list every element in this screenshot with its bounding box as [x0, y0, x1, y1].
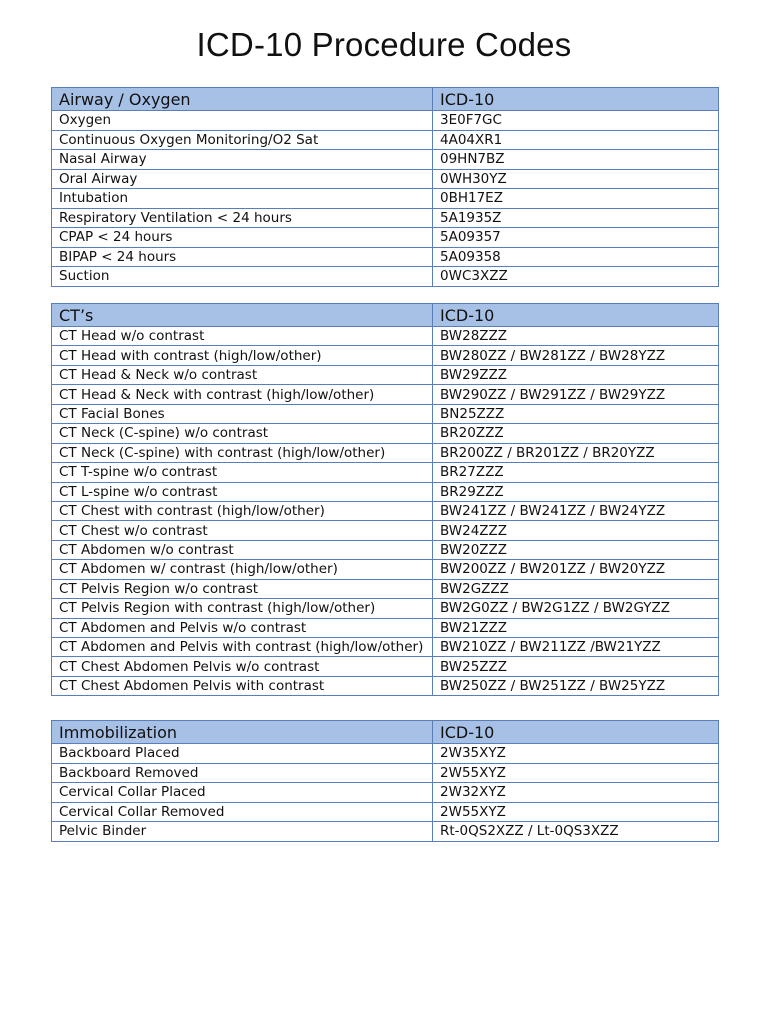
table-row: [52, 111, 719, 131]
procedure-cell: CT Abdomen and Pelvis w/o contrast: [52, 618, 433, 637]
procedure-cell: CT Neck (C-spine) with contrast (high/low/other): [52, 443, 433, 462]
procedure-cell: CT Head w/o contrast: [52, 327, 433, 346]
section-header: Airway / Oxygen: [52, 88, 433, 111]
procedure-cell: CT Head with contrast (high/low/other): [52, 346, 433, 365]
table-row: [52, 385, 719, 404]
table-row: [52, 189, 719, 209]
table-row: [52, 228, 719, 248]
table-row: [52, 150, 719, 170]
procedure-cell: Oral Airway: [52, 169, 433, 189]
procedure-cell: CT Chest Abdomen Pelvis w/o contrast: [52, 657, 433, 676]
table-row: [52, 463, 719, 482]
table-row: [52, 676, 719, 695]
icd10-code-cell: BW290ZZ / BW291ZZ / BW29YZZ: [433, 385, 719, 404]
table-row: [52, 169, 719, 189]
icd10-code-cell: BW2G0ZZ / BW2G1ZZ / BW2GYZZ: [433, 599, 719, 618]
icd10-code-cell: BW29ZZZ: [433, 365, 719, 384]
icd10-code-cell: 2W32XYZ: [433, 783, 719, 803]
table-row: [52, 208, 719, 228]
table-header-row: [52, 721, 719, 744]
procedure-cell: CT Neck (C-spine) w/o contrast: [52, 424, 433, 443]
table-row: [52, 346, 719, 365]
table-row: [52, 783, 719, 803]
icd10-code-cell: 5A1935Z: [433, 208, 719, 228]
section-header: CT’s: [52, 304, 433, 327]
icd10-code-cell: BW210ZZ / BW211ZZ /BW21YZZ: [433, 638, 719, 657]
icd10-code-cell: 5A09358: [433, 247, 719, 267]
procedure-cell: CT Head & Neck w/o contrast: [52, 365, 433, 384]
icd10-code-cell: BR29ZZZ: [433, 482, 719, 501]
procedure-cell: Backboard Removed: [52, 763, 433, 783]
icd10-code-cell: 0BH17EZ: [433, 189, 719, 209]
icd10-code-cell: 5A09357: [433, 228, 719, 248]
section-header: Immobilization: [52, 721, 433, 744]
icd10-code-cell: BW200ZZ / BW201ZZ / BW20YZZ: [433, 560, 719, 579]
icd10-code-cell: BR20ZZZ: [433, 424, 719, 443]
table-row: [52, 638, 719, 657]
icd10-code-cell: Rt-0QS2XZZ / Lt-0QS3XZZ: [433, 822, 719, 842]
procedure-cell: CT Chest with contrast (high/low/other): [52, 501, 433, 520]
table-row: [52, 404, 719, 423]
icd10-code-cell: 09HN7BZ: [433, 150, 719, 170]
page-title: ICD-10 Procedure Codes: [196, 26, 572, 63]
table-row: [52, 267, 719, 287]
procedure-cell: Oxygen: [52, 111, 433, 131]
procedure-cell: CT L-spine w/o contrast: [52, 482, 433, 501]
icd10-code-cell: 0WH30YZ: [433, 169, 719, 189]
procedure-cell: Backboard Placed: [52, 744, 433, 764]
icd10-code-cell: BW28ZZZ: [433, 327, 719, 346]
table-row: [52, 822, 719, 842]
procedure-cell: Cervical Collar Placed: [52, 783, 433, 803]
icd10-code-cell: 2W55XYZ: [433, 802, 719, 822]
icd10-code-cell: BW21ZZZ: [433, 618, 719, 637]
icd10-code-cell: 2W55XYZ: [433, 763, 719, 783]
table-row: [52, 540, 719, 559]
table-row: [52, 802, 719, 822]
code-column-header: ICD-10: [433, 721, 719, 744]
table-row: [52, 130, 719, 150]
airway-oxygen-table: [51, 87, 719, 287]
table-row: [52, 443, 719, 462]
code-column-header: ICD-10: [433, 88, 719, 111]
table-row: [52, 763, 719, 783]
icd10-code-cell: BN25ZZZ: [433, 404, 719, 423]
icd10-code-cell: BW24ZZZ: [433, 521, 719, 540]
table-header-row: [52, 304, 719, 327]
procedure-cell: BIPAP < 24 hours: [52, 247, 433, 267]
icd10-code-cell: 3E0F7GC: [433, 111, 719, 131]
table-row: [52, 482, 719, 501]
icd10-code-cell: BR27ZZZ: [433, 463, 719, 482]
procedure-cell: CT Abdomen and Pelvis with contrast (high/low/other): [52, 638, 433, 657]
table-row: [52, 247, 719, 267]
table-header-row: [52, 88, 719, 111]
procedure-cell: CT T-spine w/o contrast: [52, 463, 433, 482]
procedure-cell: Nasal Airway: [52, 150, 433, 170]
icd10-code-cell: BW250ZZ / BW251ZZ / BW25YZZ: [433, 676, 719, 695]
icd10-code-cell: BW280ZZ / BW281ZZ / BW28YZZ: [433, 346, 719, 365]
icd10-code-cell: BW20ZZZ: [433, 540, 719, 559]
ct-table: [51, 303, 719, 696]
table-row: [52, 365, 719, 384]
procedure-cell: CT Facial Bones: [52, 404, 433, 423]
table-row: [52, 599, 719, 618]
procedure-cell: CT Head & Neck with contrast (high/low/other): [52, 385, 433, 404]
code-column-header: ICD-10: [433, 304, 719, 327]
icd10-code-cell: BW241ZZ / BW241ZZ / BW24YZZ: [433, 501, 719, 520]
immobilization-table: [51, 720, 719, 842]
procedure-cell: CT Abdomen w/o contrast: [52, 540, 433, 559]
icd10-code-cell: 0WC3XZZ: [433, 267, 719, 287]
icd10-code-cell: BW2GZZZ: [433, 579, 719, 598]
table-row: [52, 618, 719, 637]
procedure-cell: CT Pelvis Region w/o contrast: [52, 579, 433, 598]
procedure-cell: CPAP < 24 hours: [52, 228, 433, 248]
procedure-cell: CT Pelvis Region with contrast (high/low/other): [52, 599, 433, 618]
procedure-cell: Intubation: [52, 189, 433, 209]
table-row: [52, 521, 719, 540]
table-row: [52, 657, 719, 676]
procedure-cell: Cervical Collar Removed: [52, 802, 433, 822]
table-row: [52, 579, 719, 598]
procedure-cell: Continuous Oxygen Monitoring/O2 Sat: [52, 130, 433, 150]
table-row: [52, 501, 719, 520]
icd10-code-cell: 4A04XR1: [433, 130, 719, 150]
procedure-cell: Suction: [52, 267, 433, 287]
procedure-cell: CT Chest Abdomen Pelvis with contrast: [52, 676, 433, 695]
table-row: [52, 424, 719, 443]
procedure-cell: Respiratory Ventilation < 24 hours: [52, 208, 433, 228]
procedure-cell: CT Abdomen w/ contrast (high/low/other): [52, 560, 433, 579]
table-row: [52, 560, 719, 579]
procedure-cell: CT Chest w/o contrast: [52, 521, 433, 540]
table-row: [52, 744, 719, 764]
procedure-cell: Pelvic Binder: [52, 822, 433, 842]
icd10-code-cell: 2W35XYZ: [433, 744, 719, 764]
icd10-code-cell: BW25ZZZ: [433, 657, 719, 676]
table-row: [52, 327, 719, 346]
icd10-code-cell: BR200ZZ / BR201ZZ / BR20YZZ: [433, 443, 719, 462]
